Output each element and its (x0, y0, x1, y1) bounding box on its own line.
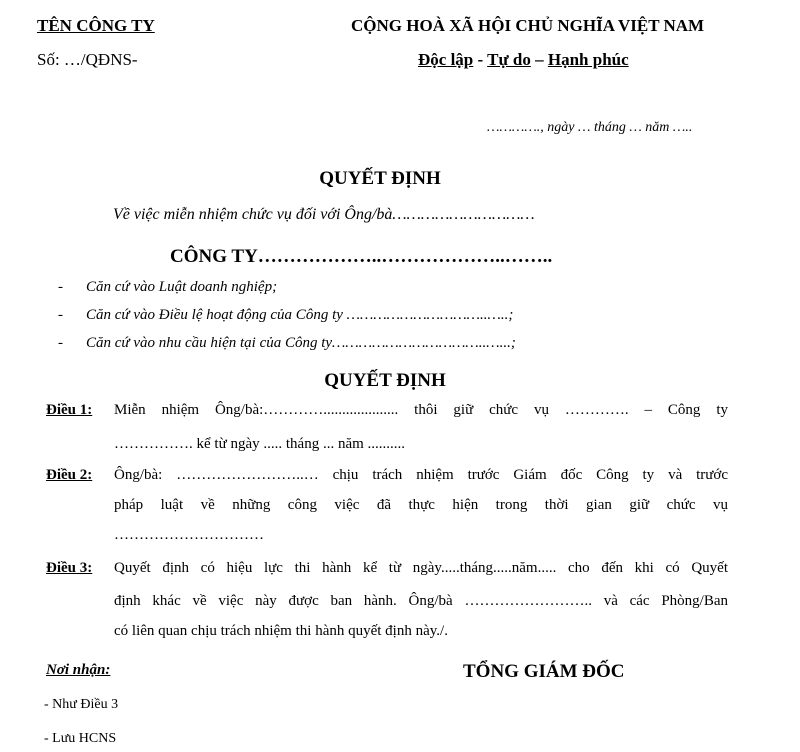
article-1-line: Miễn nhiệm Ông/bà:………….................... thôi giữ chức vụ …………. – Công ty (114, 402, 728, 418)
motto-happiness: Hạnh phúc (547, 50, 629, 69)
recipient-item: - Như Điều 3 (44, 697, 119, 712)
company-name: TÊN CÔNG TY (37, 16, 155, 35)
article-2-line: Ông/bà: ……………………..… chịu trách nhiệm trước Giám đốc Công ty và trước (114, 467, 728, 483)
article-3-line: có liên quan chịu trách nhiệm thi hành quyết định này./. (114, 623, 448, 639)
signer-title: TỔNG GIÁM ĐỐC (463, 661, 625, 682)
motto-freedom: Tự do (487, 50, 531, 69)
article-2-label: Điều 2: (46, 467, 93, 483)
recipient-item: - Lưu HCNS (44, 731, 117, 746)
motto-separator: – (530, 50, 548, 69)
date-line: …………., ngày … tháng … năm ….. (487, 120, 693, 135)
legal-basis-text: Căn cứ vào Điều lệ hoạt động của Công ty …………………………..…..; (86, 307, 514, 323)
article-3-line: định khác về việc này được ban hành. Ông/bà …………………….. và các Phòng/Ban (114, 593, 728, 609)
article-3-line: Quyết định có hiệu lực thi hành kể từ ngày.....tháng.....năm..... cho đến khi có Quyết (114, 560, 728, 576)
article-1-line: ……………. kể từ ngày ..... tháng ... năm .......... (114, 436, 406, 452)
legal-basis-item: - Căn cứ vào nhu cầu hiện tại của Công ty……………………………..…...; (58, 335, 516, 351)
national-title: CỘNG HOÀ XÃ HỘI CHỦ NGHĨA VIỆT NAM (351, 16, 705, 35)
legal-basis-item: - Căn cứ vào Luật doanh nghiệp; (58, 279, 278, 295)
article-3-label: Điều 3: (46, 560, 93, 576)
decision-section-heading: QUYẾT ĐỊNH (324, 370, 446, 391)
legal-basis-item: - Căn cứ vào Điều lệ hoạt động của Công ty …………………………..…..; (58, 307, 514, 323)
motto-separator: - (473, 50, 488, 69)
national-motto (418, 50, 629, 70)
legal-basis-text: Căn cứ vào nhu cầu hiện tại của Công ty……………………………..…...; (86, 335, 516, 351)
issuing-company: CÔNG TY………………..………………..…….. (170, 246, 553, 267)
article-2-line: ………………………… (114, 527, 264, 543)
recipients-label: Nơi nhận: (46, 662, 111, 678)
decision-heading: QUYẾT ĐỊNH (319, 168, 441, 189)
decision-subject: Về việc miễn nhiệm chức vụ đối với Ông/bà………………………… (113, 206, 535, 223)
article-2-line: pháp luật về những công việc đã thực hiện trong thời gian giữ chức vụ (114, 497, 728, 513)
motto-independence: Độc lập (418, 50, 474, 69)
article-1-label: Điều 1: (46, 402, 93, 418)
legal-basis-text: Căn cứ vào Luật doanh nghiệp; (86, 279, 278, 295)
document-number: Số: …/QĐNS- (37, 50, 138, 69)
